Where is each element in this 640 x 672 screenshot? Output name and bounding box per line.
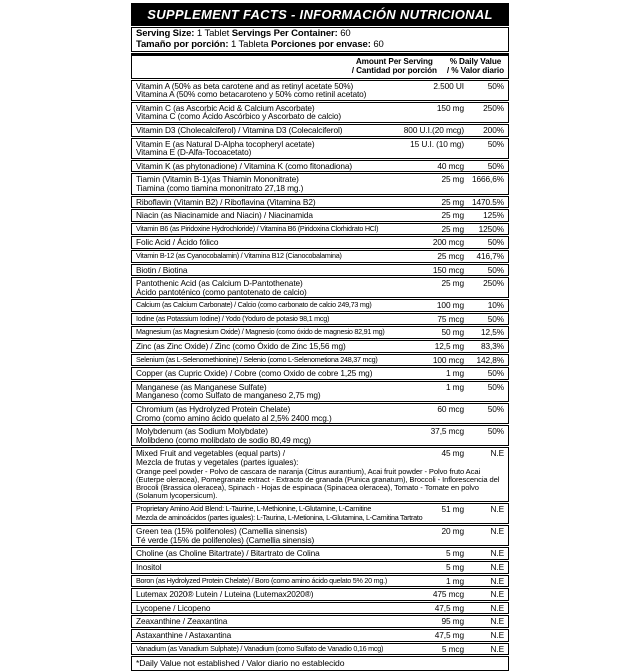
ingredient-name: Calcium (as Calcium Carbonate) / Calcio (como carbonato de calcio 249,73 mg) (136, 300, 372, 310)
ingredient-name: Pantothenic Acid (as Calcium D-Pantothenate) (136, 278, 303, 289)
amount-value: 45 mg (441, 448, 464, 459)
daily-value: 125% (483, 210, 504, 221)
ingredient-name: Astaxanthine / Astaxantina (136, 629, 232, 640)
serving-size-line-es: Tamaño por porción: 1 Tableta Porciones por envase: 60 (136, 38, 384, 50)
table-row (131, 561, 509, 574)
daily-value: 250% (483, 102, 504, 113)
ingredient-name: Zinc (as Zinc Oxide) / Zinc (como Óxido de Zinc 15,56 mg) (136, 341, 346, 352)
table-row (131, 299, 509, 312)
ingredient-name-es: Cromo (como amino ácido quelato al 2,5% 2400 mcg.) (136, 412, 332, 423)
amount-value: 60 mcg (437, 404, 464, 415)
daily-value: 200% (483, 124, 504, 135)
amount-value: 1 mg (445, 368, 464, 379)
table-row (131, 340, 509, 353)
ingredient-name-es: Vitamina A (50% como betacaroteno y 50% como retinil acetato) (136, 89, 367, 100)
daily-value: 50% (487, 404, 504, 415)
ingredient-name-es: Molibdeno (como molibdato de sodio 80,49 mcg) (136, 434, 311, 445)
daily-value-column-header (447, 58, 504, 76)
amount-value: 100 mcg (432, 354, 464, 365)
daily-value: 1666,6% (471, 174, 504, 185)
ingredient-name: Inositol (136, 561, 162, 572)
amount-value: 37,5 mcg (430, 426, 464, 437)
amount-value: 12,5 mg (434, 341, 464, 352)
rows-container (131, 80, 509, 656)
ingredient-name: Boron (as Hydrolyzed Protein Chelate) / Boro (como amino ácido quelato 5% 20 mg.) (136, 575, 388, 585)
table-row (131, 138, 509, 159)
daily-value: N.E (490, 575, 504, 586)
amount-value: 800 U.I.(20 mcg) (403, 124, 464, 135)
column-header (131, 53, 509, 79)
amount-value: 15 U.I. (10 mg) (410, 138, 464, 149)
amount-value: 47,5 mg (434, 629, 464, 640)
daily-value: 50% (487, 426, 504, 437)
table-row (131, 602, 509, 615)
daily-value: 50% (487, 264, 504, 275)
daily-value: N.E (490, 602, 504, 613)
amount-value: 75 mcg (437, 313, 464, 324)
amount-value: 150 mcg (432, 264, 464, 275)
daily-value-header-en: % Daily Value (449, 57, 502, 66)
ingredient-name: Riboflavin (Vitamin B2) / Riboflavina (Vitamina B2) (136, 196, 316, 207)
daily-value: 50% (487, 313, 504, 324)
table-row (131, 124, 509, 137)
amount-value: 50 mg (441, 327, 464, 338)
ingredient-description: Orange peel powder - Polvo de cascara de naranja (Citrus aurantium), Acai fruit powder - Polvo fruto Acai (Euterpe oleracea), Pomegranate extract - Extracto de granada (Punica granatum), Broccoli - Inflorescencia del Brocoli (Brassica oleracea), Spinach - Hojas de espinaca (Spinacea oleracea), Tomato - Tomate en polvo (Solanum lycopersicum). (136, 466, 500, 500)
table-row (131, 160, 509, 173)
amount-value: 40 mcg (437, 160, 464, 171)
ingredient-name-es: Vitamina C (como Ácido Ascórbico y Ascorbato de calcio) (136, 111, 342, 122)
amount-value: 51 mg (441, 503, 464, 514)
ingredient-name-es: Té verde (15% de polifenoles) (Camellia sinensis) (136, 534, 315, 545)
amount-value: 20 mg (441, 526, 464, 537)
ingredient-name: Lycopene / Licopeno (136, 602, 211, 613)
table-row (131, 503, 509, 524)
amount-value: 95 mg (441, 616, 464, 627)
daily-value: N.E (490, 589, 504, 600)
ingredient-name: Magnesium (as Magnesium Oxide) / Magnesio (como óxido de magnesio 82,91 mg) (136, 327, 385, 337)
serving-info (131, 27, 509, 52)
daily-value: 50% (487, 381, 504, 392)
table-row (131, 447, 509, 502)
daily-value: 50% (487, 237, 504, 248)
supplement-facts-label (131, 3, 509, 672)
amount-value: 5 mg (445, 561, 464, 572)
table-row (131, 381, 509, 402)
ingredient-name-es: Manganeso (como Sulfato de manganeso 2,75 mg) (136, 390, 321, 401)
amount-value: 47,5 mg (434, 602, 464, 613)
daily-value: 83,3% (480, 341, 504, 352)
amount-value: 1 mg (445, 575, 464, 586)
daily-value: 1470.5% (471, 196, 504, 207)
table-row (131, 313, 509, 326)
serving-size-line-en: Serving Size: 1 Tablet Servings Per Container: 60 (136, 28, 351, 39)
daily-value: 1250% (478, 223, 504, 234)
amount-value: 475 mcg (432, 589, 464, 600)
table-row (131, 575, 509, 588)
ingredient-name: Iodine (as Potassium Iodine) / Yodo (Yoduro de potasio 98,1 mcg) (136, 313, 330, 323)
table-row (131, 173, 509, 194)
amount-column-header (352, 58, 437, 76)
ingredient-name: Zeaxanthine / Zeaxantina (136, 616, 228, 627)
amount-value: 2.500 UI (433, 80, 464, 91)
ingredient-name: Niacin (as Niacinamide and Niacin) / Niacinamida (136, 210, 313, 221)
daily-value: N.E (490, 616, 504, 627)
table-row (131, 547, 509, 560)
daily-value: 10% (487, 300, 504, 311)
ingredient-name: Manganese (as Manganese Sulfate) (136, 381, 267, 392)
ingredient-name: Vitamin A (50% as beta carotene and as retinyl acetate 50%) (136, 80, 354, 91)
table-row (131, 354, 509, 367)
ingredient-name: Folic Acid / Ácido fólico (136, 237, 219, 248)
daily-value: N.E (490, 548, 504, 559)
amount-value: 5 mcg (441, 643, 464, 654)
daily-value: N.E (490, 643, 504, 654)
table-row (131, 525, 509, 546)
daily-value: 416,7% (476, 250, 504, 261)
amount-value: 25 mg (441, 196, 464, 207)
amount-header-es: / Cantidad por porción (351, 65, 437, 75)
daily-value: N.E (490, 629, 504, 640)
amount-header-en: Amount Per Serving (355, 57, 433, 66)
amount-value: 25 mcg (437, 250, 464, 261)
amount-value: 5 mg (445, 548, 464, 559)
ingredient-name: Mixed Fruit and vegetables (equal parts) / (136, 448, 285, 459)
daily-value: 50% (487, 80, 504, 91)
table-row (131, 102, 509, 123)
ingredient-name: Biotin / Biotina (136, 264, 188, 275)
ingredient-name: Choline (as Choline Bitartrate) / Bitartrato de Colina (136, 548, 320, 559)
daily-value: 142,8% (476, 354, 504, 365)
daily-value: N.E (490, 526, 504, 537)
daily-value: N.E (490, 503, 504, 514)
page-title: SUPPLEMENT FACTS - INFORMACIÓN NUTRICIONAL (131, 3, 509, 26)
daily-value: N.E (490, 561, 504, 572)
amount-value: 100 mg (436, 300, 464, 311)
table-row (131, 223, 509, 236)
ingredient-name-es: Tiamina (como tiamina mononitrato 27,18 mg.) (136, 182, 304, 193)
ingredient-name: Vitamin C (as Ascorbic Acid & Calcium Ascorbate) (136, 102, 315, 113)
daily-value: 50% (487, 368, 504, 379)
ingredient-name-es: Vitamina E (D-Alfa-Tocoacetato) (136, 147, 252, 158)
ingredient-name: Vitamin E (as Natural D-Alpha tocopheryl acetate) (136, 138, 315, 149)
daily-value: 50% (487, 138, 504, 149)
table-row (131, 326, 509, 339)
ingredient-name-es: Mezcla de frutas y vegetales (partes iguales): (136, 457, 299, 467)
daily-value-header-es: / % Valor diario (446, 65, 504, 75)
daily-value: 250% (483, 278, 504, 289)
ingredient-name: Molybdenum (as Sodium Molybdate) (136, 426, 268, 437)
table-row (131, 588, 509, 601)
ingredient-name: Selenium (as L-Selenomethionine) / Selenio (como L-Selenometiona 248,37 mcg) (136, 354, 378, 364)
table-row (131, 367, 509, 380)
amount-value: 150 mg (436, 102, 464, 113)
daily-value: 50% (487, 160, 504, 171)
table-row (131, 615, 509, 628)
ingredient-name: Vitamin B6 (as Piridoxine Hydrochloride) / Vitamina B6 (Piridoxina Clorhidrato HCl) (136, 223, 379, 233)
table-row (131, 403, 509, 424)
table-row (131, 277, 509, 298)
footnote: *Daily Value not established / Valor diario no establecido (131, 656, 509, 671)
ingredient-name: Lutemax 2020® Lutein / Luteina (Lutemax2020®) (136, 589, 314, 600)
table-row (131, 643, 509, 656)
table-row (131, 264, 509, 277)
daily-value: N.E (490, 448, 504, 459)
ingredient-name: Vitamin K (as phytonadione) / Vitamina K (como fitonadiona) (136, 160, 353, 171)
table-row (131, 209, 509, 222)
ingredient-name: Copper (as Cupric Oxide) / Cobre (como Oxido de cobre 1,25 mg) (136, 368, 373, 379)
ingredient-name: Vitamin D3 (Cholecalciferol) / Vitamina D3 (Colecalciferol) (136, 124, 343, 135)
amount-value: 25 mg (441, 278, 464, 289)
daily-value: 12,5% (480, 327, 504, 338)
ingredient-name: Tiamin (Vitamin B-1)(as Thiamin Mononitrate) (136, 174, 299, 185)
ingredient-name-es: Mezcla de aminoácidos (partes iguales): L-Taurina, L-Metionina, L-Glutamina, L-Carnitina Tartrato (136, 512, 423, 522)
table-row (131, 236, 509, 249)
table-row (131, 250, 509, 263)
amount-value: 25 mg (441, 174, 464, 185)
amount-value: 25 mg (441, 223, 464, 234)
ingredient-name: Green tea (15% polifenoles) (Camellia sinensis) (136, 526, 307, 537)
ingredient-name: Chromium (as Hydrolyzed Protein Chelate) (136, 404, 291, 415)
amount-value: 200 mcg (432, 237, 464, 248)
ingredient-name: Vanadium (as Vanadium Sulphate) / Vanadium (como Sulfato de Vanadio 0,16 mcg) (136, 643, 384, 653)
ingredient-name: Vitamin B-12 (as Cyanocobalamin) / Vitamina B12 (Cianocobalamina) (136, 250, 342, 260)
table-row (131, 80, 509, 101)
amount-value: 1 mg (445, 381, 464, 392)
ingredient-name: Proprietary Amino Acid Blend: L-Taurine, L-Methionine, L-Glutamine, L-Carnitine (136, 503, 372, 513)
table-row (131, 196, 509, 209)
amount-value: 25 mg (441, 210, 464, 221)
ingredient-name-es: Ácido pantoténico (como pantotenato de calcio) (136, 286, 307, 297)
table-row (131, 425, 509, 446)
